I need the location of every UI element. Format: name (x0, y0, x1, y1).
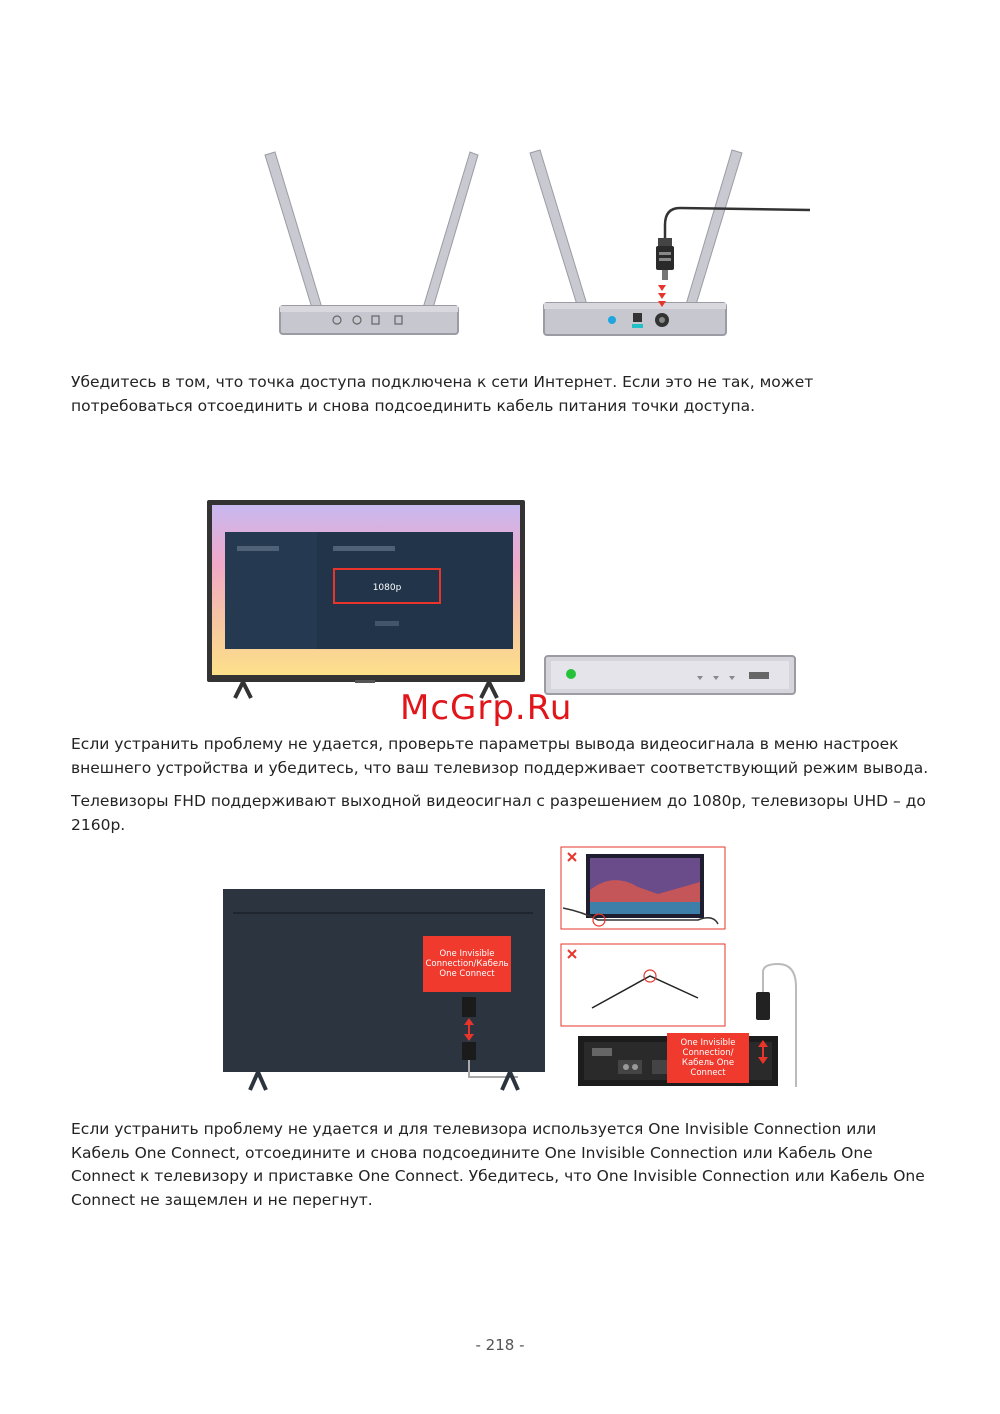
page-number: - 218 - (475, 1336, 525, 1354)
one-connect-figure (218, 842, 808, 1092)
paragraph-resolution: Телевизоры FHD поддерживают выходной видеосигнал с разрешением до 1080p, телевизоры UHD – до 2160p. (71, 792, 926, 834)
paragraph-output-settings: Если устранить проблему не удается, проверьте параметры вывода видеосигнала в меню настроек внешнего устройства и убедитесь, что ваш телевизор поддерживает соответствующий режим вывода. (71, 735, 929, 777)
tv-output-figure (205, 498, 800, 703)
watermark: McGrp.Ru (400, 688, 573, 728)
paragraph-one-connect: Если устранить проблему не удается и для телевизора используется One Invisible Connection или Кабель One Connect, отсоедините и снова подсоедините One Invisible Connection или Кабель One Connect к телевизору и приставке One Connect. Убедитесь, что One Invisible Connection или Кабель One Connect не защемлен и не перегнут. (71, 1120, 925, 1209)
resolution-label: 1080p (372, 583, 402, 593)
ethernet-port-icon (633, 313, 642, 322)
tv-connection-label: One Invisible Connection/Кабель One Connect (423, 936, 511, 992)
box-connection-label: One Invisible Connection/Кабель One Connect (667, 1033, 749, 1083)
router-right (530, 150, 810, 335)
power-led-icon (566, 669, 576, 679)
usb-port-icon (749, 672, 769, 679)
router-figure (260, 140, 820, 345)
arrow-down-icon (658, 285, 666, 291)
router-left (265, 152, 478, 334)
status-led-icon (608, 316, 616, 324)
paragraph-router: Убедитесь в том, что точка доступа подключена к сети Интернет. Если это не так, может потребоваться отсоединить и снова подсоединить кабель питания точки доступа. (71, 373, 814, 415)
